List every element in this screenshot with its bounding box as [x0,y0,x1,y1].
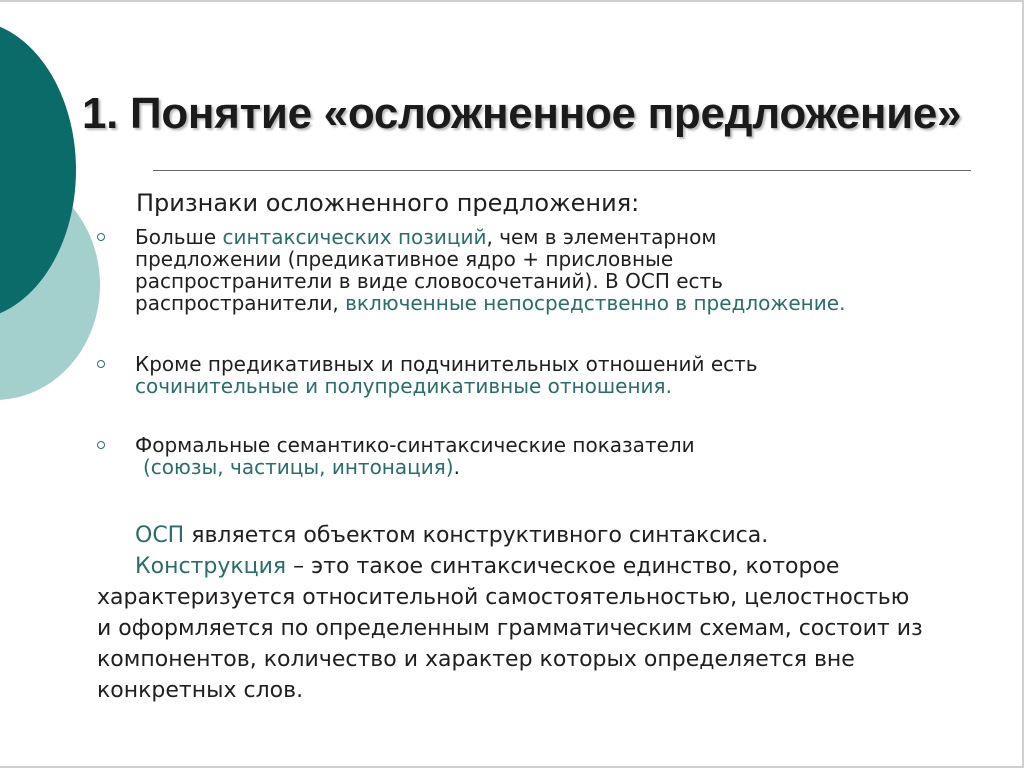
section-subheading: Признаки осложненного предложения: [136,189,640,217]
bullet-line: Кроме предикативных и подчинительных отношений есть [135,352,758,376]
bullet-item-2 [135,353,758,397]
bullet-item-3 [135,434,695,478]
bullet-item-1 [135,226,845,314]
paragraph-line: и оформляется по определенным грамматическим схемам, состоит из [97,616,923,641]
bullet-circle-icon [97,233,105,241]
highlight-term: включенные непосредственно в предложение. [345,291,846,315]
paragraph-line: характеризуется относительной самостоятельностью, целостностью [97,585,910,610]
paragraph-line: Конструкция – это такое синтаксическое единство, которое [135,554,840,579]
paragraph-line: ОСП является объектом конструктивного синтаксиса. [135,523,769,548]
paragraph-line: конкретных слов. [97,678,304,703]
bullet-line: предложении (предикативное ядро + присловные [135,247,674,271]
bullet-line: Больше синтаксических позиций, чем в элементарном [135,225,717,249]
definition-paragraph [97,520,923,706]
slide-title: 1. Понятие «осложненное предложение» [82,89,962,138]
highlight-term: Конструкция [135,554,287,579]
slide-border-top [0,0,1024,2]
bullet-line: распространители в виде словосочетаний). В ОСП есть [135,269,723,293]
highlight-term: синтаксических позиций [222,225,487,249]
highlight-term: (союзы, частицы, интонация) [143,455,454,479]
bullet-circle-icon [97,360,105,368]
highlight-term: сочинительные и полупредикативные отношения. [135,374,672,398]
bullet-circle-icon [97,441,105,449]
highlight-term: ОСП [135,523,185,548]
paragraph-line: компонентов, количество и характер которых определяется вне [97,647,855,672]
bullet-line: (союзы, частицы, интонация). [143,455,460,479]
title-divider [153,170,971,171]
bullet-line: Формальные семантико-синтаксические показатели [135,433,695,457]
bullet-line: распространители, включенные непосредственно в предложение. [135,291,846,315]
